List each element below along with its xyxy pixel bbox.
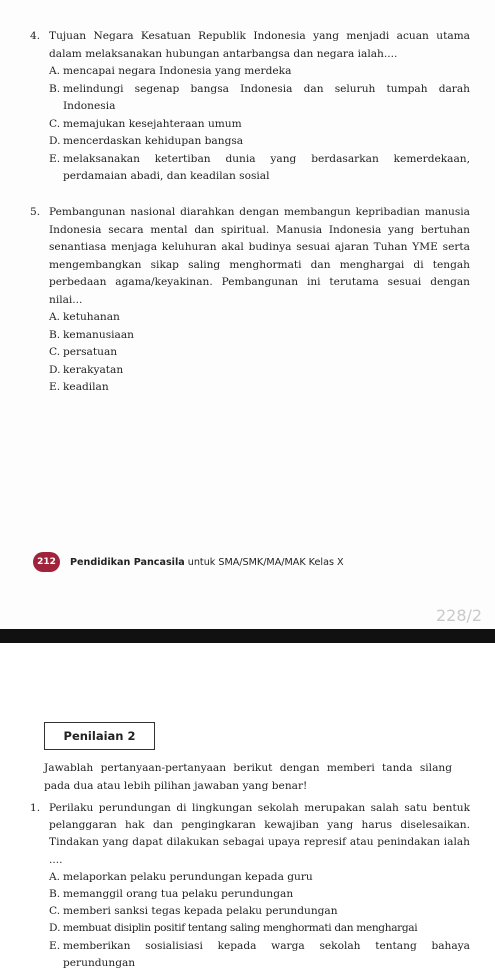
option-list — [49, 869, 470, 972]
option-letter: D. — [49, 135, 61, 147]
question-4 — [30, 28, 470, 186]
option-a[interactable] — [49, 63, 470, 81]
option-list — [49, 63, 470, 186]
option-e[interactable] — [49, 938, 470, 972]
book-page-lower — [0, 643, 495, 979]
question-stem: Pembangunan nasional diarahkan dengan membangun kepribadian manusia Indonesia secara mental dan spiritual. Manusia Indonesia yang bertuhan senantiasa menjaga keluhuran akal budinya sesuai ajaran Tuhan YME serta mengembangkan sikap saling menghormati dan menghargai di tengah perbedaan agama/keyakinan. Pembangunan ini terutama sesuai dengan nilai... — [49, 206, 470, 306]
question-number: 1. — [30, 802, 41, 814]
option-a[interactable] — [49, 869, 470, 886]
option-a[interactable] — [49, 309, 470, 327]
option-letter: A. — [49, 311, 61, 323]
option-text: melaksanakan ketertiban dunia yang berdasarkan kemerdekaan, perdamaian abadi, dan keadilan sosial — [63, 152, 470, 182]
option-text: kerakyatan — [63, 363, 124, 376]
option-text: melindungi segenap bangsa Indonesia dan seluruh tumpah darah Indonesia — [63, 82, 470, 112]
option-text: memberikan sosialisiasi kepada warga sekolah tentang bahaya perundungan — [63, 939, 470, 969]
option-text: persatuan — [63, 346, 118, 358]
book-title — [70, 557, 344, 568]
section-title: Penilaian 2 — [44, 722, 155, 750]
page-divider — [0, 629, 495, 643]
option-c[interactable] — [49, 903, 470, 920]
option-letter: B. — [49, 328, 61, 341]
option-letter: C. — [49, 905, 61, 918]
option-c[interactable] — [49, 344, 470, 362]
option-letter: D. — [49, 922, 61, 935]
option-b[interactable] — [49, 886, 470, 903]
option-text: membuat disiplin positif tentang saling menghormati dan menghargai — [63, 922, 418, 935]
option-e[interactable] — [49, 379, 470, 397]
option-text: melaporkan pelaku perundungan kepada guru — [63, 870, 313, 883]
question-1 — [30, 800, 470, 972]
option-letter: E. — [49, 381, 61, 393]
option-letter: B. — [49, 888, 61, 901]
page-number-badge: 212 — [33, 552, 60, 572]
option-text: ketuhanan — [63, 311, 120, 323]
option-text: memberi sanksi tegas kepada pelaku perundungan — [63, 905, 338, 918]
option-d[interactable] — [49, 920, 470, 937]
section-instruction: Jawablah pertanyaan-pertanyaan berikut dengan memberi tanda silang pada dua atau lebih pilihan jawaban yang benar! — [44, 762, 452, 792]
option-text: kemanusiaan — [63, 328, 134, 341]
question-5 — [30, 204, 470, 397]
option-d[interactable] — [49, 362, 470, 380]
option-c[interactable] — [49, 116, 470, 134]
option-letter: E. — [49, 939, 61, 952]
option-text: mencapai negara Indonesia yang merdeka — [63, 65, 292, 77]
option-e[interactable] — [49, 151, 470, 186]
option-d[interactable] — [49, 133, 470, 151]
question-stem: Perilaku perundungan di lingkungan sekolah merupakan salah satu bentuk pelanggaran hak dan pengingkaran kewajiban yang harus diselesaikan. Tindakan yang dapat dilakukan sebagai upaya represif atau penindakan ialah .... — [49, 802, 470, 866]
page-footer — [33, 552, 344, 572]
option-text: mencerdaskan kehidupan bangsa — [63, 135, 244, 147]
page-counter: 228/2 — [436, 606, 483, 625]
question-number: 5. — [30, 206, 41, 218]
option-b[interactable] — [49, 81, 470, 116]
option-letter: E. — [49, 152, 61, 165]
question-stem: Tujuan Negara Kesatuan Republik Indonesia yang menjadi acuan utama dalam melaksanakan hubungan antarbangsa dan negara ialah.... — [49, 30, 470, 60]
option-letter: A. — [49, 870, 61, 883]
option-letter: A. — [49, 65, 61, 77]
option-text: keadilan — [63, 381, 109, 393]
option-letter: D. — [49, 363, 61, 376]
option-list — [49, 309, 470, 397]
question-number: 4. — [30, 30, 41, 42]
option-text: memajukan kesejahteraan umum — [63, 117, 242, 130]
book-title-bold: Pendidikan Pancasila — [70, 556, 185, 568]
option-letter: C. — [49, 346, 61, 358]
option-letter: B. — [49, 82, 61, 95]
option-text: memanggil orang tua pelaku perundungan — [63, 888, 294, 901]
book-title-rest: untuk SMA/SMK/MA/MAK Kelas X — [184, 556, 344, 568]
option-b[interactable] — [49, 327, 470, 345]
option-letter: C. — [49, 117, 61, 130]
